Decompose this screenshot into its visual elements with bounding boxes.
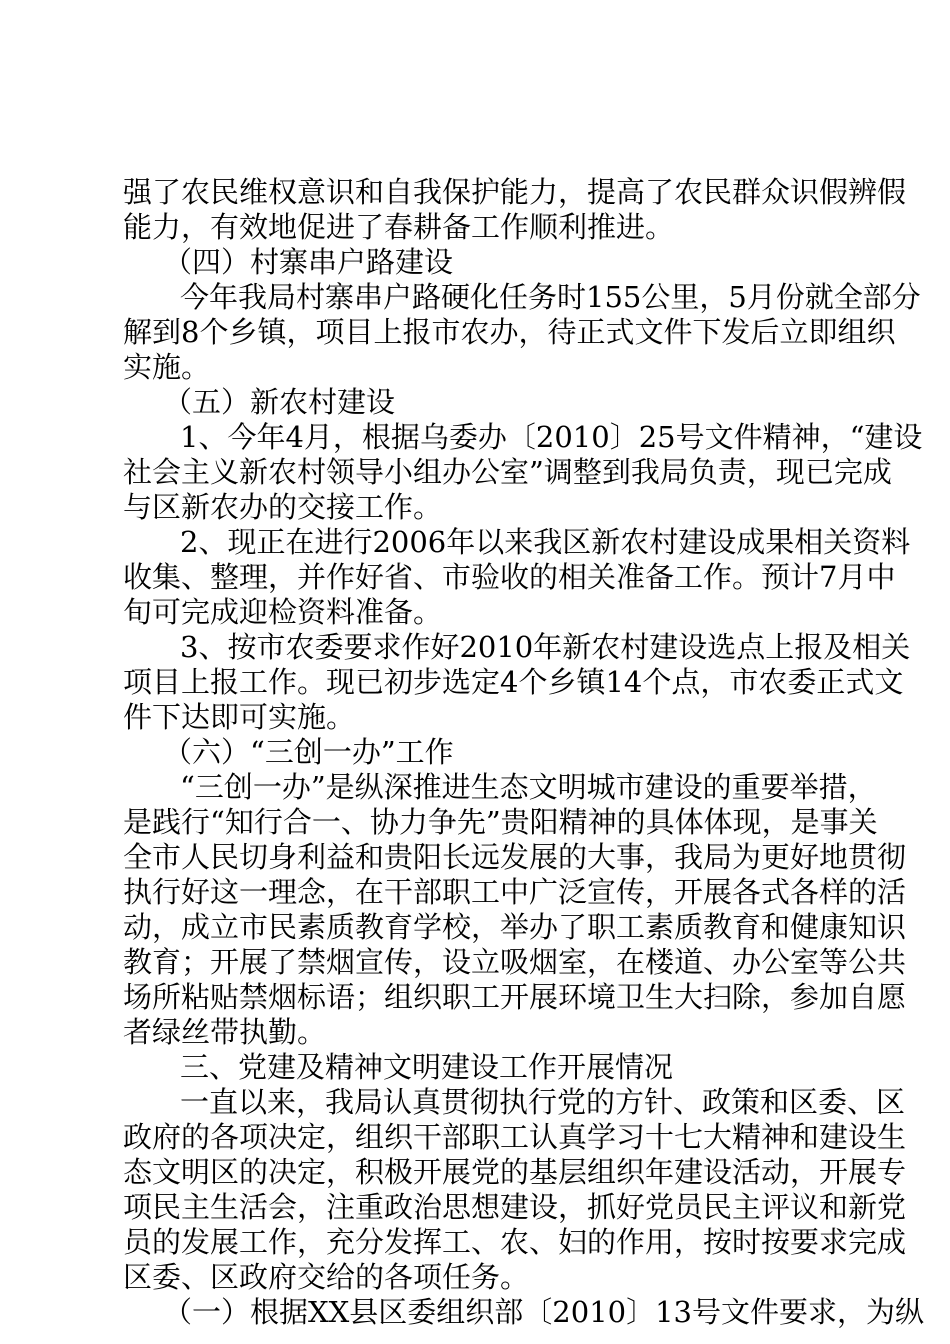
text-line: 3、按市农委要求作好2010年新农村建设选点上报及相关 xyxy=(180,630,911,664)
text-line: 区委、区政府交给的各项任务。 xyxy=(123,1260,530,1294)
text-line: 教育；开展了禁烟宣传，设立吸烟室，在楼道、办公室等公共 xyxy=(123,945,907,979)
text-line: 收集、整理，并作好省、市验收的相关准备工作。预计7月中 xyxy=(123,560,896,594)
section-heading: （四）村寨串户路建设 xyxy=(163,245,454,279)
text-line: 强了农民维权意识和自我保护能力，提高了农民群众识假辨假 xyxy=(123,175,907,209)
text-line: 动，成立市民素质教育学校，举办了职工素质教育和健康知识 xyxy=(123,910,907,944)
text-line: 一直以来，我局认真贯彻执行党的方针、政策和区委、区 xyxy=(180,1085,906,1119)
text-line: 项民主生活会，注重政治思想建设，抓好党员民主评议和新党 xyxy=(123,1190,907,1224)
text-line: 全市人民切身利益和贵阳长远发展的大事，我局为更好地贯彻 xyxy=(123,840,907,874)
text-line: 项目上报工作。现已初步选定4个乡镇14个点，市农委正式文 xyxy=(123,665,904,699)
text-line: 者绿丝带执勤。 xyxy=(123,1015,327,1049)
text-line: 旬可完成迎检资料准备。 xyxy=(123,595,443,629)
text-line: 政府的各项决定，组织干部职工认真学习十七大精神和建设生 xyxy=(123,1120,907,1154)
text-line: 解到8个乡镇，项目上报市农办，待正式文件下发后立即组织 xyxy=(123,315,896,349)
section-heading: （六）“三创一办”工作 xyxy=(163,735,454,769)
section-heading: 三、党建及精神文明建设工作开展情况 xyxy=(180,1050,674,1084)
text-line: 件下达即可实施。 xyxy=(123,700,356,734)
text-line: “三创一办”是纵深推进生态文明城市建设的重要举措， xyxy=(180,770,877,804)
text-line: 今年我局村寨串户路硬化任务时155公里，5月份就全部分 xyxy=(180,280,921,314)
text-line: 与区新农办的交接工作。 xyxy=(123,490,443,524)
text-line: 执行好这一理念，在干部职工中广泛宣传，开展各式各样的活 xyxy=(123,875,907,909)
text-line: （一）根据XX县区委组织部〔2010〕13号文件要求，为纵 xyxy=(163,1295,924,1329)
text-line: 社会主义新农村领导小组办公室”调整到我局负责，现已完成 xyxy=(123,455,892,489)
text-line: 场所粘贴禁烟标语；组织职工开展环境卫生大扫除，参加自愿 xyxy=(123,980,907,1014)
text-line: 员的发展工作，充分发挥工、农、妇的作用，按时按要求完成 xyxy=(123,1225,907,1259)
text-line: 是践行“知行合一、协力争先”贵阳精神的具体体现，是事关 xyxy=(123,805,878,839)
text-line: 态文明区的决定，积极开展党的基层组织年建设活动，开展专 xyxy=(123,1155,907,1189)
text-line: 2、现正在进行2006年以来我区新农村建设成果相关资料 xyxy=(180,525,911,559)
section-heading: （五）新农村建设 xyxy=(163,385,396,419)
text-line: 实施。 xyxy=(123,350,211,384)
text-line: 能力，有效地促进了春耕备工作顺利推进。 xyxy=(123,210,675,244)
text-line: 1、今年4月，根据乌委办〔2010〕25号文件精神，“建设 xyxy=(180,420,923,454)
